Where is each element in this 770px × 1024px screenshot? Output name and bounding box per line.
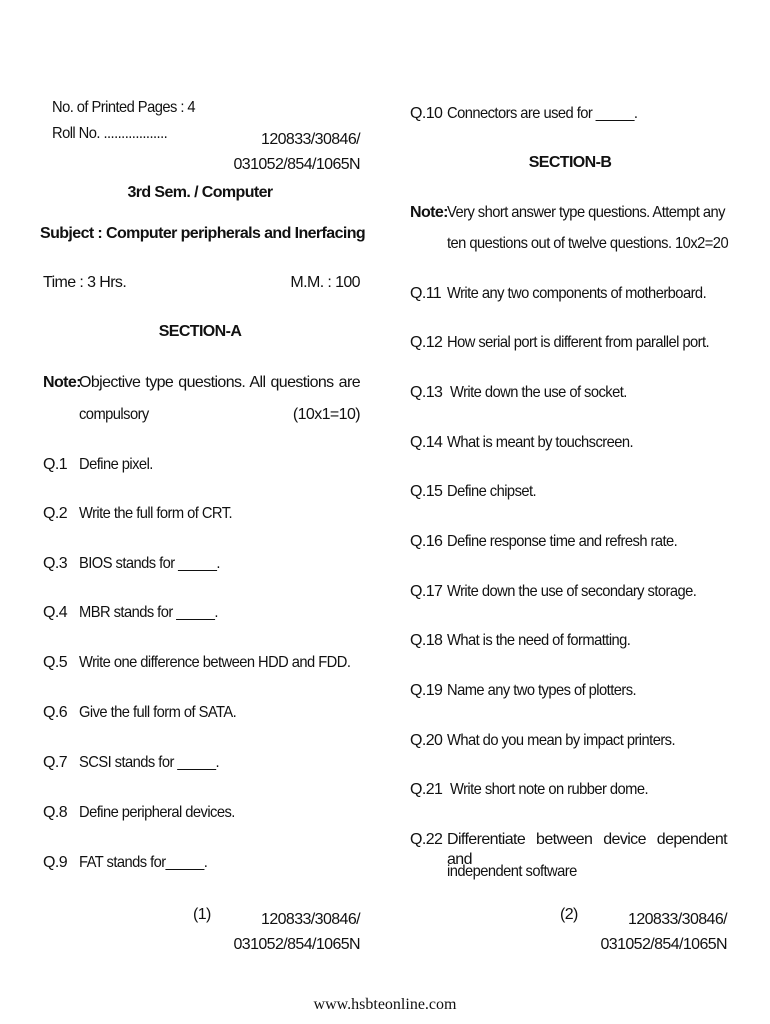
question-text: Define peripheral devices. xyxy=(79,804,235,821)
question-number: Q.3 xyxy=(43,555,67,572)
question-number: Q.20 xyxy=(410,732,443,749)
subject-title: Subject : Computer peripherals and Inerfacing xyxy=(40,225,366,242)
section-b-note-line2: ten questions out of twelve questions. 10x2=20 xyxy=(447,235,729,252)
exam-time: Time : 3 Hrs. xyxy=(43,274,127,291)
section-a-note-marks: (10x1=10) xyxy=(292,406,360,423)
footer-code-line1: 120833/30846/ xyxy=(261,911,360,928)
question-text: What is meant by touchscreen. xyxy=(447,434,634,451)
question-text: Connectors are used for _____. xyxy=(447,105,638,122)
question-text: SCSI stands for _____. xyxy=(79,754,220,771)
footer-code-line2: 031052/854/1065N xyxy=(233,936,360,953)
question-text: Write the full form of CRT. xyxy=(79,505,233,522)
question-text: How serial port is different from parallel port. xyxy=(447,334,710,351)
roll-no: Roll No. .................. xyxy=(52,125,168,142)
question-number: Q.22 xyxy=(410,831,443,848)
question-number: Q.19 xyxy=(410,682,443,699)
question-text: Write one difference between HDD and FDD. xyxy=(79,654,351,671)
question-text: Write down the use of socket. xyxy=(450,384,627,401)
question-number: Q.12 xyxy=(410,334,443,351)
section-b-note-line1: Very short answer type questions. Attempt any xyxy=(447,204,725,221)
question-number: Q.5 xyxy=(43,654,67,671)
question-text: Write any two components of motherboard. xyxy=(447,285,707,302)
section-a-note-label: Note: xyxy=(43,374,81,391)
question-number: Q.17 xyxy=(410,583,443,600)
question-number: Q.14 xyxy=(410,434,443,451)
section-a-title: SECTION-A xyxy=(158,323,242,340)
question-text: Write down the use of secondary storage. xyxy=(447,583,697,600)
question-number: Q.4 xyxy=(43,604,67,621)
question-number: Q.15 xyxy=(410,483,443,500)
question-text: Define pixel. xyxy=(79,456,153,473)
question-text: BIOS stands for _____. xyxy=(79,555,220,572)
question-text: MBR stands for _____. xyxy=(79,604,218,621)
question-text: Define response time and refresh rate. xyxy=(447,533,678,550)
question-number: Q.16 xyxy=(410,533,443,550)
page-number: (2) xyxy=(560,906,578,923)
question-text: FAT stands for_____. xyxy=(79,854,208,871)
question-number: Q.1 xyxy=(43,456,67,473)
paper-code-line2: 031052/854/1065N xyxy=(233,156,360,173)
section-b-title: SECTION-B xyxy=(528,154,612,171)
question-number: Q.6 xyxy=(43,704,67,721)
footer-code-line2: 031052/854/1065N xyxy=(600,936,727,953)
section-a-note-line2: compulsory xyxy=(79,406,149,423)
website-link[interactable]: www.hsbteonline.com xyxy=(313,996,457,1013)
question-number: Q.13 xyxy=(410,384,443,401)
question-text: Write short note on rubber dome. xyxy=(450,781,649,798)
question-text: What is the need of formatting. xyxy=(447,632,631,649)
question-number: Q.18 xyxy=(410,632,443,649)
paper-code-line1: 120833/30846/ xyxy=(261,131,360,148)
question-text: What do you mean by impact printers. xyxy=(447,732,676,749)
question-number: Q.7 xyxy=(43,754,67,771)
question-number: Q.10 xyxy=(410,105,443,122)
question-text-continued: independent software xyxy=(447,863,577,880)
question-number: Q.2 xyxy=(43,505,67,522)
question-text: Define chipset. xyxy=(447,483,537,500)
page-number: (1) xyxy=(193,906,211,923)
section-a-note-line1: Objective type questions. All questions are xyxy=(79,374,360,391)
question-number: Q.21 xyxy=(410,781,443,798)
question-number: Q.9 xyxy=(43,854,67,871)
question-text: Give the full form of SATA. xyxy=(79,704,237,721)
question-text: Differentiate between device dependent and xyxy=(447,831,727,868)
printed-pages: No. of Printed Pages : 4 xyxy=(52,99,196,116)
footer-code-line1: 120833/30846/ xyxy=(628,911,727,928)
section-b-note-label: Note: xyxy=(410,204,448,221)
semester-title: 3rd Sem. / Computer xyxy=(127,184,273,201)
question-text: Name any two types of plotters. xyxy=(447,682,637,699)
question-number: Q.11 xyxy=(410,285,442,302)
max-marks: M.M. : 100 xyxy=(290,274,360,291)
question-number: Q.8 xyxy=(43,804,67,821)
